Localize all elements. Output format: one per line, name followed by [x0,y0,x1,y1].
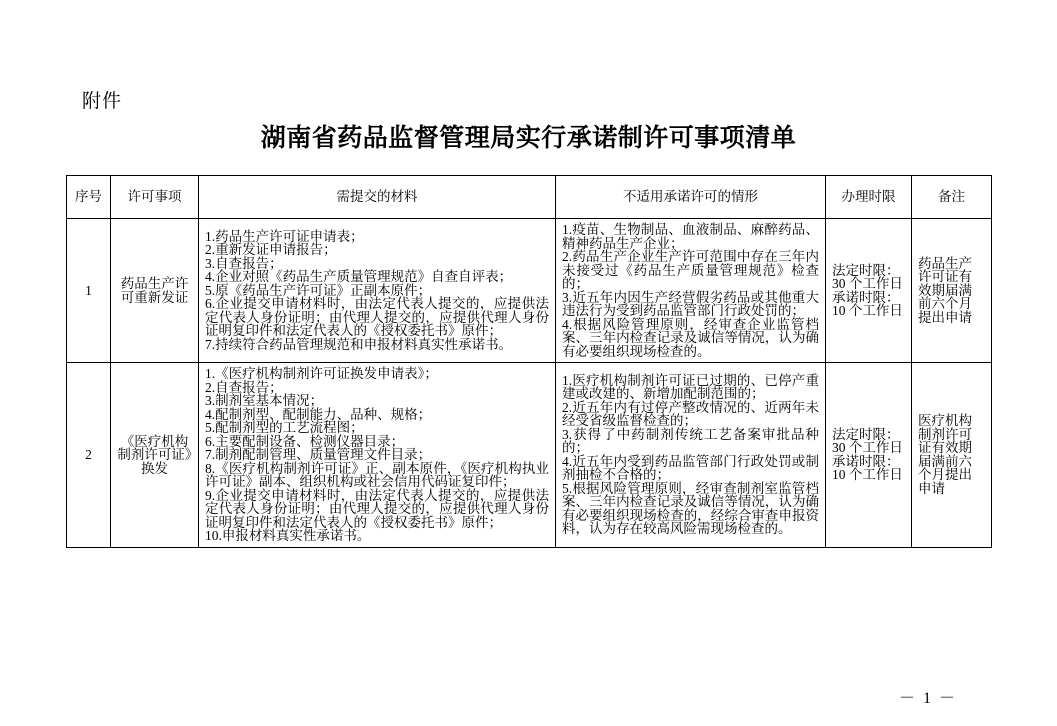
text-line: 4.企业对照《药品生产质量管理规范》自查自评表； [205,269,513,285]
text-line: 承诺时限： [832,289,900,305]
text-line: 9.企业提交申请材料时，由法定代表人提交的，应提供法定代表人身份证明；由代理人提交的，应提供代理人身份证明复印件和法定代表人的《授权委托书》原件； [205,487,549,530]
text-line: 医疗机构 [918,413,972,429]
text-line: 制剂许可 [918,426,972,442]
row-item: 药品生产许可重新发证 [111,219,199,363]
text-line: 4.配制剂型、配制能力、品种、规格； [205,406,432,422]
text-line: 7.制剂配制管理、质量管理文件目录； [205,447,432,462]
text-line: 6.主要配制设备、检测仪器目录； [205,433,405,449]
table-body [67,219,992,548]
text-line: 5.配制剂型的工艺流程图； [205,420,364,435]
text-line: 4.近五年内受到药品监管部门行政处罚或制剂抽检不合格的； [562,453,819,483]
text-line: 5.原《药品生产许可证》正副本原件； [205,282,432,298]
text-line: 3.近五年内因生产经营假劣药品或其他重大违法行为受到药品监管部门行政处罚的； [562,289,819,318]
text-line: 5.根据风险管理原则，经审查制剂室监管档案、三年内检查记录及诚信等情况，认为确有必要组织现场检查的，经综合审查申报资料，认为存在较高风险需现场检查的。 [562,480,819,537]
header-materials: 需提交的材料 [199,176,556,219]
header-item: 许可事项 [111,176,199,219]
text-line: 4.根据风险管理原则，经审查企业监管档案、三年内检查记录及诚信等情况，认为确有必要组织现场检查的。 [562,316,819,359]
text-line: 申请 [918,480,945,496]
text-line: 3.自查报告； [205,255,283,271]
text-line: 法定时限： [832,262,900,278]
text-line: 法定时限： [832,426,900,442]
table-header-row [67,176,992,219]
text-line: 10.申报材料真实性承诺书。 [205,528,371,543]
text-line: 6.企业提交申请材料时，由法定代表人提交的，应提供法定代表人身份证明；由代理人提交的，应提供代理人身份证明复印件和法定代表人的《授权委托书》原件； [205,296,549,339]
text-line: 许可证有 [918,269,972,285]
text-line: 前六个月 [918,296,972,312]
header-time-limit: 办理时限 [826,176,912,219]
text-line: 3.制剂室基本情况； [205,393,324,408]
header-not-applicable: 不适用承诺许可的情形 [556,176,826,219]
text-line: 1.药品生产许可证申请表； [205,228,364,244]
row-materials [199,219,556,363]
text-line: 2.自查报告； [205,379,283,395]
text-line: 2.近五年内有过停产整改情况的、近两年未经受省级监督检查的； [562,399,819,429]
row-materials [199,363,556,548]
row-no: 2 [67,363,111,548]
text-line: 1.医疗机构制剂许可证已过期的、已停产重建或改建的、新增加配制范围的； [562,372,819,402]
header-no: 序号 [67,176,111,219]
text-line: 3.获得了中药制剂传统工艺备案审批品种的； [562,426,819,456]
text-line: 1.疫苗、生物制品、血液制品、麻醉药品、精神药品生产企业； [562,222,819,251]
text-line: 承诺时限： [832,453,900,469]
page-title: 湖南省药品监督管理局实行承诺制许可事项清单 [260,125,797,152]
header-remark: 备注 [912,176,992,219]
table-row [67,219,992,363]
text-line: 10 个工作日 [832,303,903,318]
row-item: 《医疗机构制剂许可证》换发 [111,363,199,548]
text-line: 2.药品生产企业生产许可范围中存在三年内未接受过《药品生产质量管理规范》检查的； [562,249,819,291]
row-not-applicable [556,363,826,548]
text-line: 个月提出 [918,467,972,483]
text-line: 药品生产 [918,255,972,271]
row-no: 1 [67,219,111,363]
text-line: 提出申请 [918,309,972,325]
text-line: 2.重新发证申请报告； [205,242,337,258]
text-line: 届满前六 [918,453,972,469]
row-remark [912,219,992,363]
text-line: 10 个工作日 [832,467,903,483]
row-time-limit [826,363,912,548]
text-line: 效期届满 [918,282,972,298]
row-not-applicable [556,219,826,363]
attachment-label: 附件 [82,91,123,112]
text-line: 30 个工作日 [832,440,903,456]
permit-list-table [66,175,992,548]
text-line: 8.《医疗机构制剂许可证》正、副本原件，《医疗机构执业许可证》副本、组织机构或社会信用代码证复印件； [205,460,549,489]
table-header [67,176,992,219]
row-remark [912,363,992,548]
text-line: 7.持续符合药品管理规范和申报材料真实性承诺书。 [205,336,513,352]
text-line: 证有效期 [918,440,972,456]
row-time-limit [826,219,912,363]
table-row [67,363,992,548]
page-number: － 1 － [898,690,957,707]
text-line: 1.《医疗机构制剂许可证换发申请表》； [205,366,438,381]
text-line: 30 个工作日 [832,276,903,291]
